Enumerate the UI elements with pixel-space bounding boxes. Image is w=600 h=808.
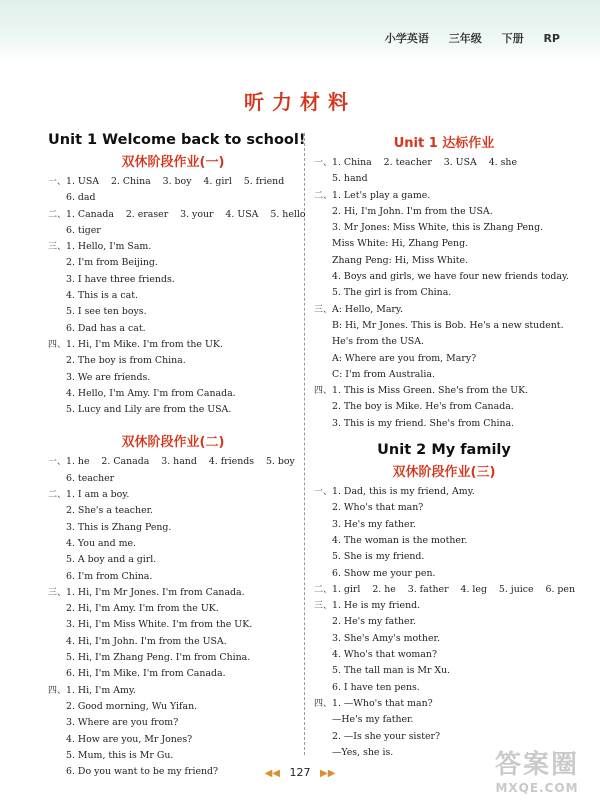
answer-line bbox=[314, 188, 574, 204]
watermark-url: MXQE.COM bbox=[495, 781, 579, 795]
page-number: 127 bbox=[289, 766, 311, 779]
answer-line bbox=[314, 484, 574, 500]
answer-text: 5. Mum, this is Mr Gu. bbox=[66, 749, 174, 761]
answer-text: 2. Hi, I'm Amy. I'm from the UK. bbox=[66, 603, 219, 615]
answer-line bbox=[314, 696, 574, 712]
question-number: 三、 bbox=[48, 587, 67, 598]
header-text bbox=[375, 30, 560, 46]
answer-line bbox=[48, 337, 298, 353]
answer-line bbox=[314, 614, 574, 630]
section-title-weekend-1: 双休阶段作业(一) bbox=[121, 155, 225, 170]
question-number: 一、 bbox=[48, 177, 67, 187]
answer-text: 1. Hi, I'm Mike. I'm from the UK. bbox=[66, 338, 223, 350]
question-number: 四、 bbox=[314, 698, 333, 709]
question-number: 三、 bbox=[48, 242, 67, 253]
answer-text: 3. This is Zhang Peng. bbox=[66, 521, 172, 533]
question-number: 二、 bbox=[48, 209, 67, 220]
answer-text: 1. Hi, I'm Amy. bbox=[66, 684, 136, 696]
answer-line bbox=[314, 269, 574, 285]
answer-text: 1. —Who's that man? bbox=[332, 697, 433, 709]
answer-text: 3. I have three friends. bbox=[66, 273, 175, 285]
answer-line bbox=[48, 617, 298, 633]
answer-line bbox=[48, 732, 298, 748]
answer-text: 1. This is Miss Green. She's from the UK. bbox=[332, 385, 529, 397]
answer-text: A: Hello, Mary. bbox=[332, 303, 403, 315]
question-number: 四、 bbox=[314, 386, 333, 397]
answer-text: 1. Hello, I'm Sam. bbox=[66, 241, 152, 253]
answer-text: 5. hand bbox=[332, 173, 368, 185]
answer-line bbox=[48, 304, 298, 320]
question-number: 二、 bbox=[314, 584, 333, 595]
answer-line bbox=[48, 239, 298, 255]
unit2-title: Unit 2 My family bbox=[377, 442, 511, 459]
answer-text: C: I'm from Australia. bbox=[332, 368, 435, 380]
answer-text: 2. Who's that man? bbox=[332, 502, 424, 514]
answer-text: 1. girl 2. he 3. father 4. leg 5. juice 6. pen bbox=[332, 583, 575, 595]
answer-line bbox=[48, 321, 298, 337]
answer-line bbox=[314, 155, 574, 171]
section-title-unit1-test: Unit 1 达标作业 bbox=[393, 136, 495, 151]
answer-line bbox=[48, 601, 298, 617]
answer-line bbox=[314, 663, 574, 679]
answer-line bbox=[314, 631, 574, 647]
answer-text: 5. The tall man is Mr Xu. bbox=[332, 665, 451, 677]
answer-text: A: Where are you from, Mary? bbox=[332, 352, 477, 364]
answer-text: 6. Hi, I'm Mike. I'm from Canada. bbox=[66, 668, 226, 680]
answer-text: 1. he 2. Canada 3. hand 4. friends 5. boy bbox=[66, 456, 295, 468]
answer-text: 1. Canada 2. eraser 3. your 4. USA 5. hello bbox=[66, 208, 306, 220]
answer-text: 5. She is my friend. bbox=[332, 551, 425, 563]
answer-text: 4. This is a cat. bbox=[66, 290, 138, 302]
question-number: 三、 bbox=[314, 601, 333, 612]
section-weekend-3-list bbox=[314, 484, 574, 761]
answer-text: 3. Where are you from? bbox=[66, 717, 179, 729]
answer-line bbox=[48, 190, 298, 206]
section-title-weekend-3: 双休阶段作业(三) bbox=[392, 465, 496, 481]
answer-line bbox=[314, 236, 574, 252]
answer-line bbox=[314, 318, 574, 334]
answer-text: 4. Hello, I'm Amy. I'm from Canada. bbox=[66, 387, 236, 399]
section-weekend-1-list bbox=[48, 174, 306, 418]
answer-line bbox=[48, 715, 298, 731]
answer-line bbox=[314, 351, 574, 367]
answer-line bbox=[48, 487, 298, 503]
answer-line bbox=[314, 680, 574, 696]
answer-text: 6. Dad has a cat. bbox=[66, 322, 146, 334]
answer-line bbox=[48, 569, 298, 585]
answer-line bbox=[314, 171, 574, 187]
answer-line bbox=[48, 585, 298, 601]
answer-line bbox=[314, 500, 574, 516]
answer-text: 6. tiger bbox=[66, 224, 101, 236]
header-grade: 三年级 bbox=[448, 32, 482, 45]
answer-text: 2. The boy is Mike. He's from Canada. bbox=[332, 401, 514, 413]
question-number: 四、 bbox=[48, 339, 67, 350]
answer-text: 5. Hi, I'm Zhang Peng. I'm from China. bbox=[66, 652, 251, 664]
answer-text: 5. The girl is from China. bbox=[332, 287, 452, 299]
answer-text: 4. You and me. bbox=[66, 537, 136, 549]
answer-text: 3. She's Amy's mother. bbox=[332, 632, 440, 644]
watermark-logo bbox=[482, 744, 592, 802]
right-column bbox=[314, 132, 574, 761]
answer-line bbox=[48, 503, 298, 519]
question-number: 一、 bbox=[314, 487, 333, 498]
answer-line bbox=[314, 334, 574, 350]
answer-text: 1. Dad, this is my friend, Amy. bbox=[332, 486, 475, 498]
answer-line bbox=[48, 255, 298, 271]
answer-text: 6. teacher bbox=[66, 472, 115, 484]
answer-line bbox=[314, 367, 574, 383]
answer-text: 2. I'm from Beijing. bbox=[66, 257, 158, 269]
answer-text: 5. Lucy and Lily are from the USA. bbox=[66, 404, 232, 416]
answer-line bbox=[48, 207, 306, 223]
answer-line bbox=[314, 729, 574, 745]
unit1-title: Unit 1 Welcome back to school! bbox=[48, 132, 306, 148]
answer-line bbox=[48, 536, 298, 552]
header-book: 小学英语 bbox=[384, 32, 429, 45]
section-weekend-2-list bbox=[48, 454, 298, 780]
answer-line bbox=[314, 383, 574, 399]
answer-line bbox=[48, 353, 298, 369]
answer-line bbox=[314, 399, 574, 415]
prev-page-arrow-icon: ◀◀ bbox=[264, 768, 280, 779]
answer-line bbox=[48, 454, 298, 470]
answer-line bbox=[314, 647, 574, 663]
answer-text: 3. This is my friend. She's from China. bbox=[332, 417, 515, 429]
question-number: 三、 bbox=[314, 304, 333, 315]
answer-text: 1. Let's play a game. bbox=[332, 189, 431, 201]
answer-line bbox=[314, 582, 574, 598]
answer-text: 2. He's my father. bbox=[332, 616, 417, 628]
answer-text: 4. The woman is the mother. bbox=[332, 534, 468, 546]
answer-text: 6. dad bbox=[66, 192, 96, 204]
answer-text: 6. I have ten pens. bbox=[332, 681, 420, 693]
answer-text: He's from the USA. bbox=[332, 336, 424, 348]
answer-text: 1. China 2. teacher 3. USA 4. she bbox=[332, 157, 518, 168]
question-number: 一、 bbox=[314, 158, 333, 168]
answer-text: 6. Do you want to be my friend? bbox=[66, 766, 219, 778]
answer-line bbox=[48, 650, 298, 666]
header-edition: RP bbox=[543, 32, 560, 45]
answer-line bbox=[314, 204, 574, 220]
answer-line bbox=[314, 285, 574, 301]
answer-text: 5. I see ten boys. bbox=[66, 306, 147, 318]
answer-line bbox=[48, 552, 298, 568]
answer-text: 1. I am a boy. bbox=[66, 489, 130, 501]
answer-text: 1. USA 2. China 3. boy 4. girl 5. friend bbox=[66, 176, 285, 187]
answer-line bbox=[48, 288, 298, 304]
answer-line bbox=[48, 370, 298, 386]
answer-line bbox=[48, 683, 298, 699]
answer-text: 4. Hi, I'm John. I'm from the USA. bbox=[66, 635, 227, 647]
question-number: 二、 bbox=[314, 190, 333, 201]
answer-text: 4. Who's that woman? bbox=[332, 649, 437, 661]
answer-line bbox=[314, 598, 574, 614]
answer-line bbox=[48, 402, 298, 418]
header-bar bbox=[0, 0, 600, 62]
answer-line bbox=[48, 272, 298, 288]
answer-line bbox=[314, 253, 574, 269]
answer-text: 6. I'm from China. bbox=[66, 570, 153, 582]
column-divider bbox=[304, 133, 305, 755]
answer-text: 3. Hi, I'm Miss White. I'm from the UK. bbox=[66, 619, 253, 631]
watermark-text: 答案圈 bbox=[494, 750, 579, 780]
answer-line bbox=[314, 517, 574, 533]
header-volume: 下册 bbox=[501, 32, 524, 45]
question-number: 二、 bbox=[48, 490, 67, 501]
answer-text: Zhang Peng: Hi, Miss White. bbox=[332, 254, 469, 266]
answer-line bbox=[314, 533, 574, 549]
answer-text: B: Hi, Mr Jones. This is Bob. He's a new student. bbox=[332, 319, 564, 331]
answer-line bbox=[48, 634, 298, 650]
section-unit1-test-list bbox=[314, 155, 574, 432]
answer-line bbox=[48, 223, 298, 239]
answer-text: 5. A boy and a girl. bbox=[66, 554, 157, 566]
answer-text: 4. Boys and girls, we have four new friends today. bbox=[332, 271, 569, 283]
answer-text: 4. How are you, Mr Jones? bbox=[66, 733, 193, 745]
question-number: 一、 bbox=[48, 457, 67, 468]
answer-text: 3. He's my father. bbox=[332, 518, 417, 530]
answer-text: 2. She's a teacher. bbox=[66, 505, 154, 517]
answer-text: Miss White: Hi, Zhang Peng. bbox=[332, 238, 469, 250]
answer-text: 3. Mr Jones: Miss White, this is Zhang Peng. bbox=[332, 222, 544, 234]
answer-line bbox=[314, 712, 574, 728]
answer-text: 2. Hi, I'm John. I'm from the USA. bbox=[332, 205, 493, 217]
next-page-arrow-icon: ▶▶ bbox=[320, 768, 336, 779]
answer-line bbox=[48, 748, 298, 764]
answer-text: 6. Show me your pen. bbox=[332, 567, 436, 579]
answer-line bbox=[314, 549, 574, 565]
answer-line bbox=[314, 220, 574, 236]
question-number: 四、 bbox=[48, 685, 67, 696]
answer-line bbox=[48, 699, 298, 715]
answer-line bbox=[48, 520, 298, 536]
answer-text: 2. —Is she your sister? bbox=[332, 730, 441, 742]
answer-line bbox=[48, 666, 298, 682]
answer-text: 3. We are friends. bbox=[66, 371, 151, 383]
answer-text: 2. Good morning, Wu Yifan. bbox=[66, 700, 198, 712]
answer-text: 2. The boy is from China. bbox=[66, 355, 186, 367]
answer-text: —He's my father. bbox=[332, 714, 414, 726]
answer-line bbox=[314, 566, 574, 582]
answer-text: —Yes, she is. bbox=[332, 746, 394, 758]
answer-text: 1. He is my friend. bbox=[332, 600, 421, 612]
answer-line bbox=[48, 386, 298, 402]
answer-line bbox=[314, 302, 574, 318]
section-title-weekend-2: 双休阶段作业(二) bbox=[121, 435, 225, 451]
answer-line bbox=[314, 416, 574, 432]
answer-line bbox=[48, 174, 298, 190]
answer-line bbox=[48, 471, 298, 487]
page-title: 听力材料 bbox=[244, 90, 356, 114]
answer-text: 1. Hi, I'm Mr Jones. I'm from Canada. bbox=[66, 586, 245, 598]
